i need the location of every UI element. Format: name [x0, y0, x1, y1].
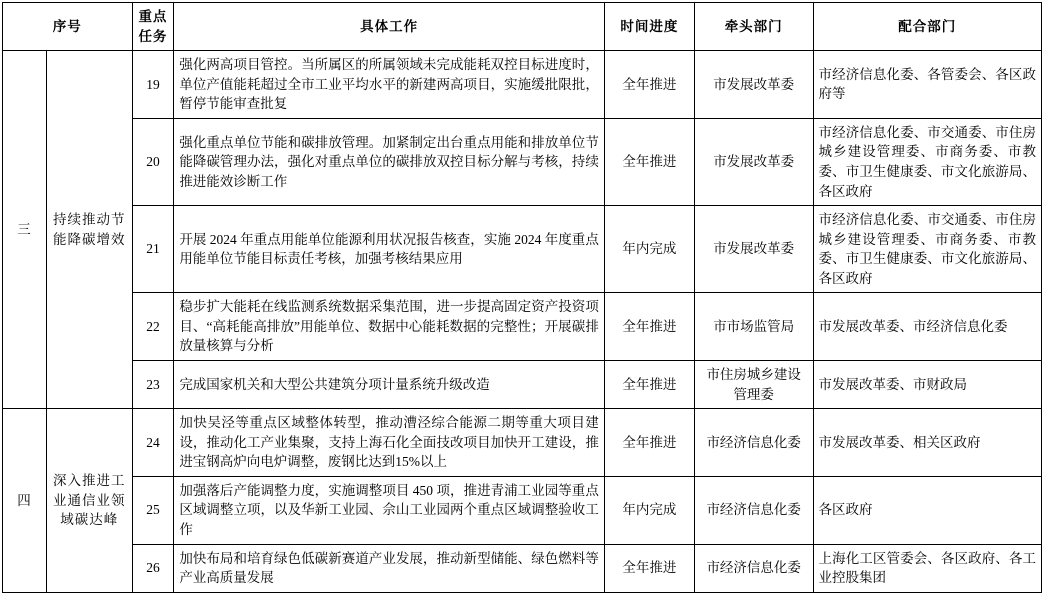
- column-header-lead: 牵头部门: [694, 3, 813, 51]
- row-number: 25: [132, 476, 174, 544]
- row-number: 20: [132, 118, 174, 205]
- row-number: 22: [132, 293, 174, 361]
- header-row: [3, 3, 1042, 51]
- row-work: 强化两高项目管控。当所属区的所属领域未完成能耗双控目标进度时，单位产值能耗超过全市工业平均水平的新建两高项目，实施缓批限批，暂停节能审查批复: [174, 51, 605, 119]
- table-row: [3, 544, 1042, 592]
- table-row: [3, 293, 1042, 361]
- row-work: 加快吴泾等重点区域整体转型，推动漕泾综合能源二期等重大项目建设，推动化工产业集聚，支持上海石化全面技改项目加快开工建设，推进宝钢高炉向电炉调整，废钢比达到15%以上: [174, 409, 605, 477]
- group-key-task: 持续推动节能降碳增效: [46, 51, 132, 409]
- row-coop: 上海化工区管委会、各区政府、各工业控股集团: [813, 544, 1042, 592]
- row-lead: 市经济信息化委: [694, 476, 813, 544]
- row-time: 全年推进: [604, 293, 694, 361]
- row-time: 全年推进: [604, 409, 694, 477]
- row-lead: 市发展改革委: [694, 51, 813, 119]
- row-work: 开展 2024 年重点用能单位能源利用状况报告核查，实施 2024 年度重点用能单位节能目标责任考核，加强考核结果应用: [174, 206, 605, 293]
- row-work: 加快布局和培育绿色低碳新赛道产业发展，推动新型储能、绿色燃料等产业高质量发展: [174, 544, 605, 592]
- row-number: 19: [132, 51, 174, 119]
- row-lead: 市发展改革委: [694, 118, 813, 205]
- row-work: 稳步扩大能耗在线监测系统数据采集范围，进一步提高固定资产投资项目、“高耗能高排放”用能单位、数据中心能耗数据的完整性；开展碳排放量核算与分析: [174, 293, 605, 361]
- row-lead: 市市场监管局: [694, 293, 813, 361]
- table-row: [3, 206, 1042, 293]
- table-row: [3, 118, 1042, 205]
- row-time: 全年推进: [604, 118, 694, 205]
- group-seq: 四: [3, 409, 47, 593]
- row-number: 23: [132, 361, 174, 409]
- group-seq: 三: [3, 51, 47, 409]
- table-body: [3, 51, 1042, 593]
- row-coop: 各区政府: [813, 476, 1042, 544]
- row-work: 强化重点单位节能和碳排放管理。加紧制定出台重点用能和排放单位节能降碳管理办法，强化对重点单位的碳排放双控目标分解与考核，持续推进能效诊断工作: [174, 118, 605, 205]
- column-header-coop: 配合部门: [813, 3, 1042, 51]
- row-lead: 市发展改革委: [694, 206, 813, 293]
- row-coop: 市发展改革委、相关区政府: [813, 409, 1042, 477]
- row-number: 26: [132, 544, 174, 592]
- column-header-seq: 序号: [3, 3, 133, 51]
- column-header-work: 具体工作: [174, 3, 605, 51]
- row-time: 年内完成: [604, 476, 694, 544]
- row-coop: 市经济信息化委、各管委会、各区政府等: [813, 51, 1042, 119]
- row-coop: 市发展改革委、市财政局: [813, 361, 1042, 409]
- table-header: [3, 3, 1042, 51]
- table-row: [3, 409, 1042, 477]
- group-key-task: 深入推进工业通信业领域碳达峰: [46, 409, 132, 593]
- row-time: 全年推进: [604, 544, 694, 592]
- row-coop: 市经济信息化委、市交通委、市住房城乡建设管理委、市商务委、市教委、市卫生健康委、市文化旅游局、各区政府: [813, 206, 1042, 293]
- table-row: [3, 476, 1042, 544]
- task-table: [2, 2, 1042, 593]
- row-lead: 市住房城乡建设管理委: [694, 361, 813, 409]
- row-work: 完成国家机关和大型公共建筑分项计量系统升级改造: [174, 361, 605, 409]
- row-lead: 市经济信息化委: [694, 409, 813, 477]
- row-coop: 市发展改革委、市经济信息化委: [813, 293, 1042, 361]
- document-page: [0, 2, 1044, 586]
- row-lead: 市经济信息化委: [694, 544, 813, 592]
- row-coop: 市经济信息化委、市交通委、市住房城乡建设管理委、市商务委、市教委、市卫生健康委、市文化旅游局、各区政府: [813, 118, 1042, 205]
- row-time: 全年推进: [604, 51, 694, 119]
- column-header-time: 时间进度: [604, 3, 694, 51]
- row-work: 加强落后产能调整力度，实施调整项目 450 项，推进青浦工业园等重点区域调整立项，以及华新工业园、佘山工业园两个重点区域调整验收工作: [174, 476, 605, 544]
- table-row: [3, 361, 1042, 409]
- row-time: 年内完成: [604, 206, 694, 293]
- row-time: 全年推进: [604, 361, 694, 409]
- row-number: 24: [132, 409, 174, 477]
- column-header-keytask: 重点任务: [132, 3, 174, 51]
- row-number: 21: [132, 206, 174, 293]
- table-row: [3, 51, 1042, 119]
